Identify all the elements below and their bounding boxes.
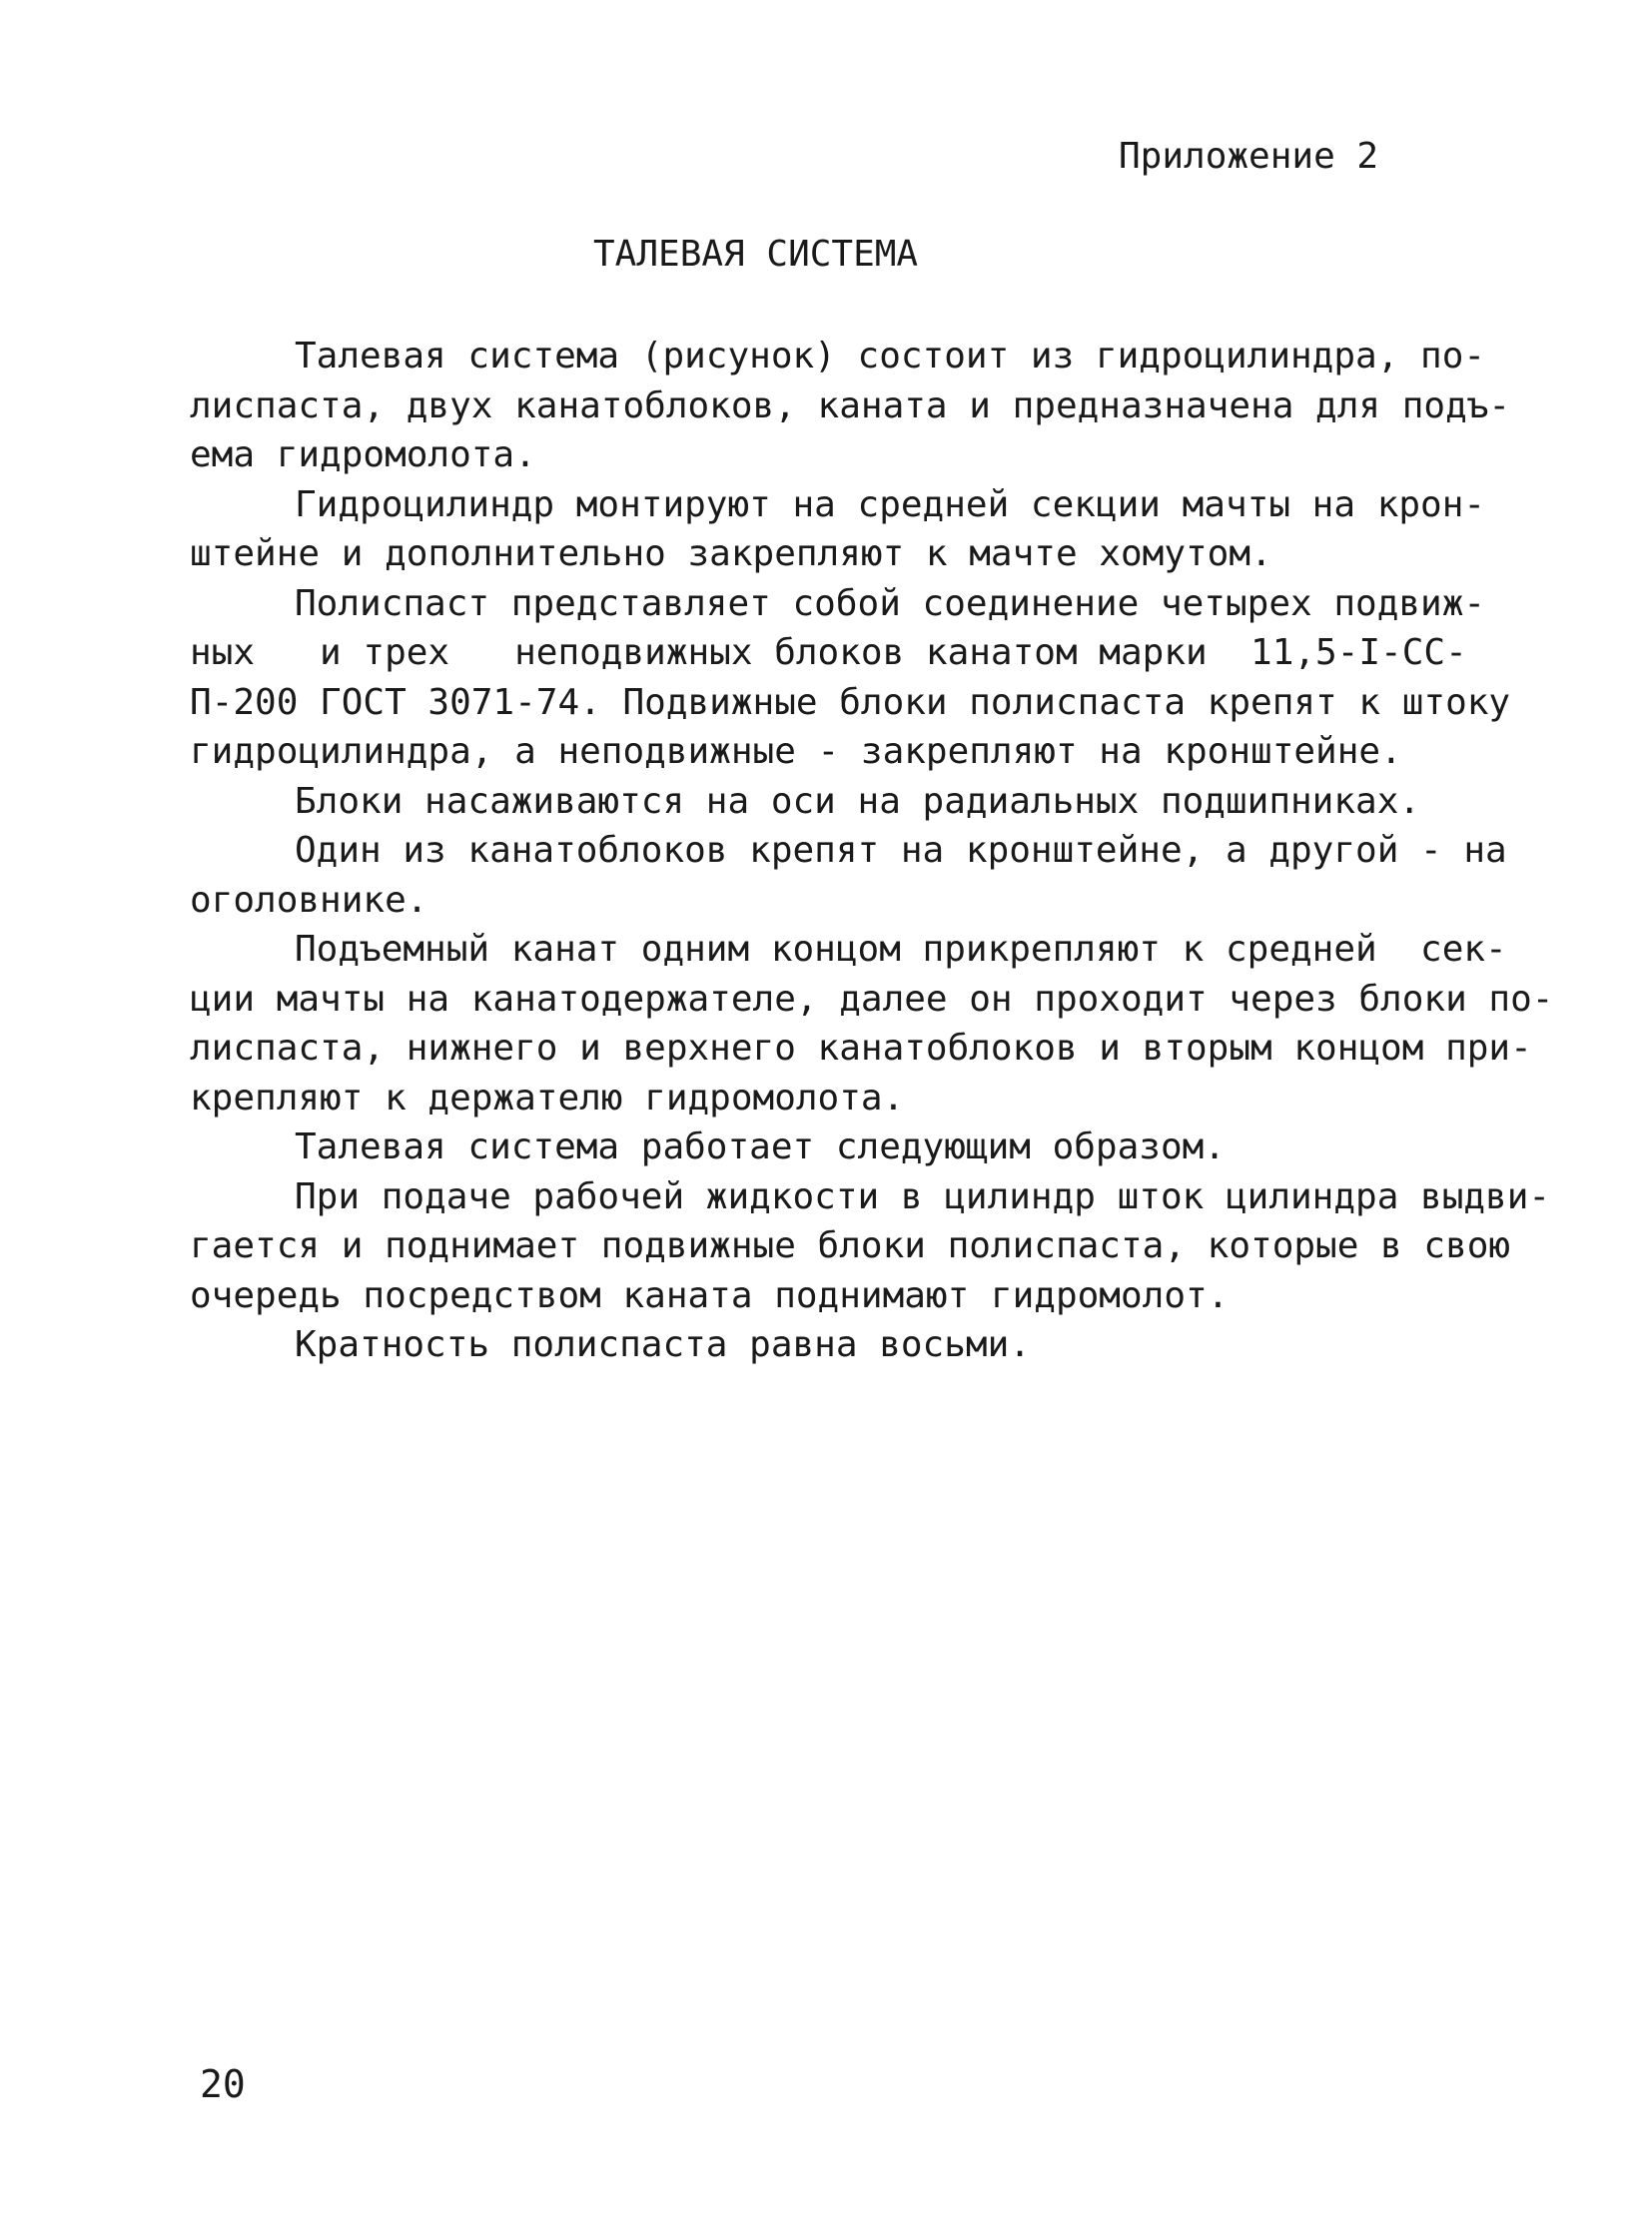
text-line: Кратность полиспаста равна восьми. (295, 1324, 1031, 1365)
text-line: лиспаста, двух канатоблоков, каната и предназначена для подъ- (190, 384, 1511, 426)
text-line: Полиспаст представляет собой соединение четырех подвиж- (295, 582, 1486, 624)
text-line: гидроцилиндра, а неподвижные - закрепляют на кронштейне. (190, 731, 1402, 772)
page-number: 20 (200, 2062, 246, 2106)
text-line: ема гидромолота. (190, 434, 536, 475)
text-line: лиспаста, нижнего и верхнего канатоблоков и вторым концом при- (190, 1028, 1532, 1069)
text-line: Один из канатоблоков крепят на кронштейне, а другой - на (295, 830, 1507, 871)
text-line: ции мачты на канатодержателе, далее он проходит через блоки по- (190, 978, 1554, 1020)
document-title: ТАЛЕВАЯ СИСТЕМА (593, 234, 919, 275)
text-line: крепляют к держателю гидромолота. (190, 1077, 905, 1119)
text-line: Блоки насаживаются на оси на радиальных подшипниках. (295, 780, 1421, 822)
text-line: Подъемный канат одним концом прикрепляют к средней сек- (295, 929, 1507, 970)
text-line: оголовнике. (190, 879, 428, 921)
text-line: Талевая система (рисунок) состоит из гидроцилиндра, по- (295, 336, 1486, 376)
body-text (190, 332, 1554, 1370)
text-line: штейне и дополнительно закрепляют к мачте хомутом. (190, 533, 1272, 574)
text-line: При подаче рабочей жидкости в цилиндр шток цилиндра выдви- (295, 1175, 1551, 1217)
text-line: П-200 ГОСТ 3071-74. Подвижные блоки полиспаста крепят к штоку (190, 681, 1511, 723)
text-line: ных и трех неподвижных блоков канатом марки 11,5-I-СС- (190, 632, 1467, 673)
text-line: Гидроцилиндр монтируют на средней секции мачты на крон- (295, 483, 1486, 525)
text-line: очередь посредством каната поднимают гидромолот. (190, 1274, 1230, 1316)
text-line: Талевая система работает следующим образом. (295, 1126, 1226, 1167)
appendix-label: Приложение 2 (1119, 136, 1379, 177)
text-line: гается и поднимает подвижные блоки полиспаста, которые в свою (190, 1225, 1511, 1266)
